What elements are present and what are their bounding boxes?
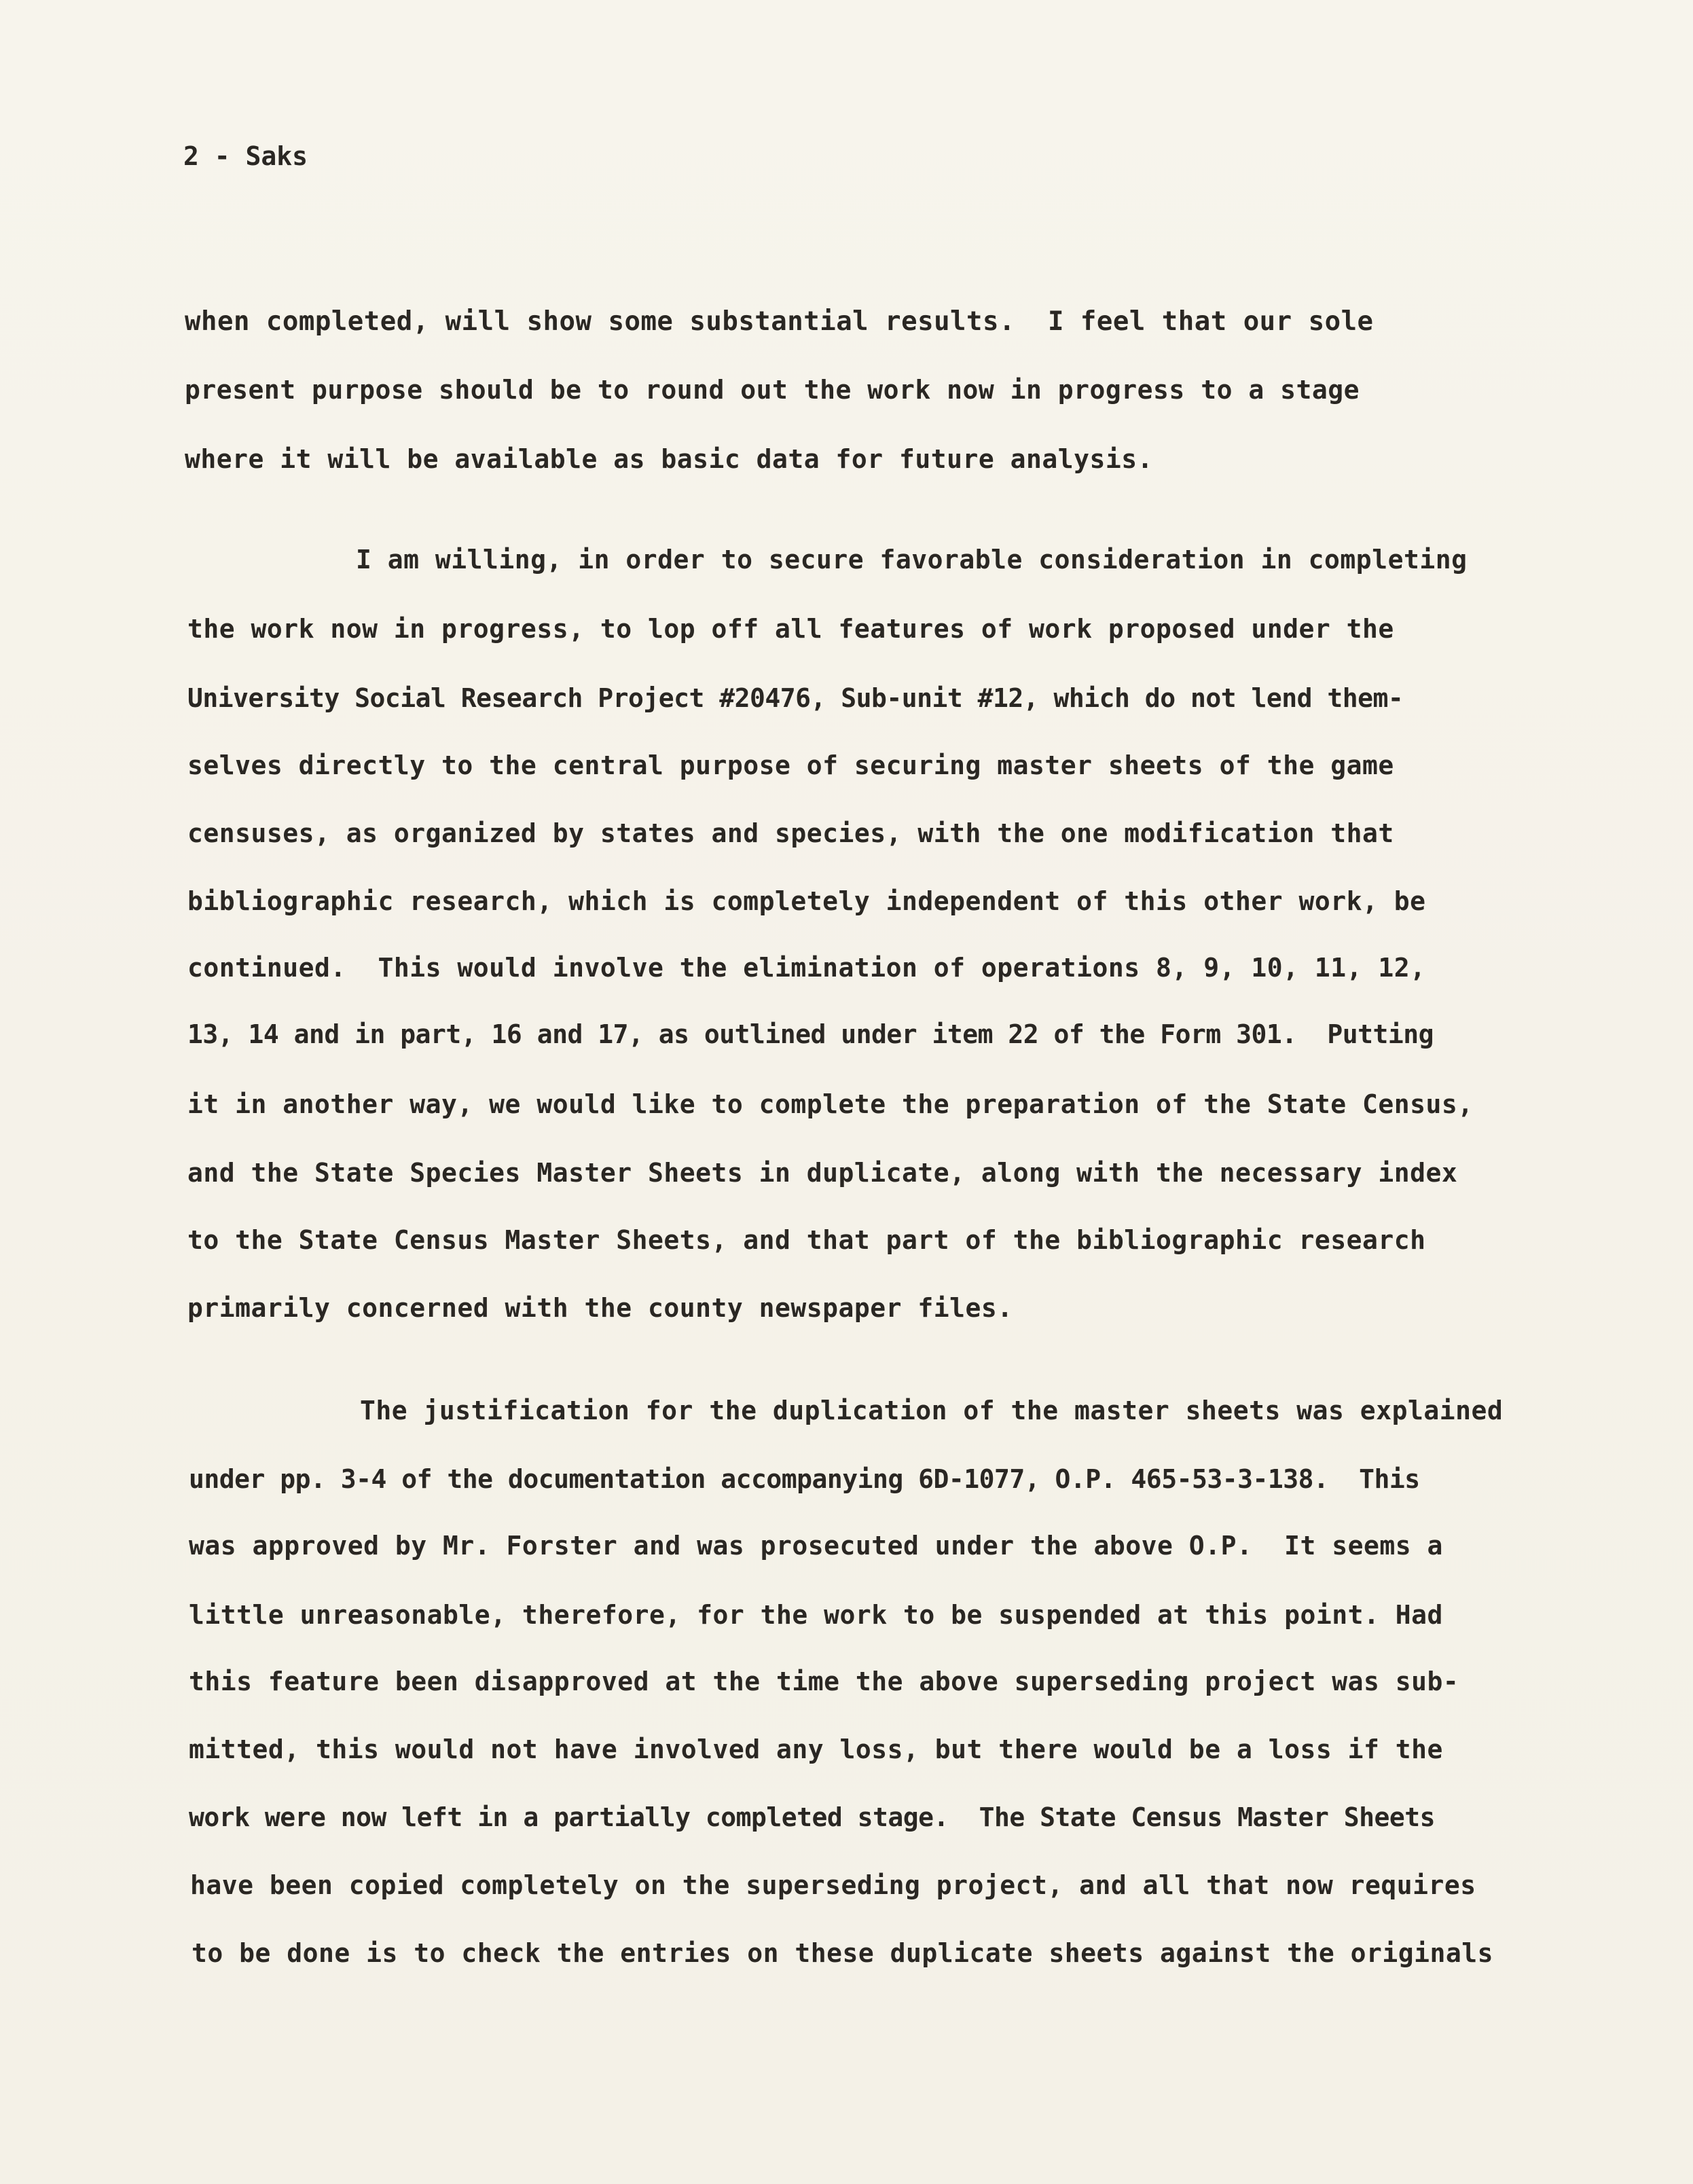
- text-line: have been copied completely on the superseding project, and all that now requires: [190, 1870, 1476, 1900]
- text-line: The justification for the duplication of the master sheets was explained: [360, 1396, 1504, 1425]
- text-line: present purpose should be to round out the work now in progress to a stage: [185, 375, 1360, 405]
- text-line: under pp. 3-4 of the documentation accompanying 6D-1077, O.P. 465-53-3-138. This: [189, 1464, 1420, 1494]
- text-line: bibliographic research, which is completely independent of this other work, be: [187, 886, 1426, 916]
- text-line: where it will be available as basic data for future analysis.: [185, 444, 1154, 474]
- text-line: 13, 14 and in part, 16 and 17, as outlined under item 22 of the Form 301. Putting: [187, 1019, 1434, 1049]
- text-line: work were now left in a partially completed stage. The State Census Master Sheets: [189, 1802, 1435, 1832]
- text-line: and the State Species Master Sheets in duplicate, along with the necessary index: [187, 1158, 1458, 1188]
- text-line: continued. This would involve the elimination of operations 8, 9, 10, 11, 12,: [187, 953, 1426, 983]
- text-line: University Social Research Project #20476, Sub-unit #12, which do not lend them-: [187, 683, 1404, 713]
- text-line: selves directly to the central purpose of securing master sheets of the game: [187, 750, 1394, 780]
- text-line: when completed, will show some substantial results. I feel that our sole: [185, 306, 1374, 337]
- text-line: mitted, this would not have involved any loss, but there would be a loss if the: [189, 1734, 1443, 1764]
- text-line: little unreasonable, therefore, for the work to be suspended at this point. Had: [189, 1600, 1443, 1630]
- text-line: censuses, as organized by states and species, with the one modification that: [187, 818, 1394, 848]
- text-line: primarily concerned with the county newspaper files.: [187, 1293, 1013, 1323]
- page-header: 2 - Saks: [183, 141, 308, 171]
- text-line: was approved by Mr. Forster and was prosecuted under the above O.P. It seems a: [189, 1531, 1443, 1561]
- text-line: I am willing, in order to secure favorable consideration in completing: [356, 545, 1468, 575]
- text-line: to the State Census Master Sheets, and that part of the bibliographic research: [187, 1225, 1426, 1255]
- text-line: the work now in progress, to lop off all features of work proposed under the: [187, 614, 1394, 644]
- text-line: it in another way, we would like to complete the preparation of the State Census,: [187, 1089, 1474, 1119]
- text-line: this feature been disapproved at the time the above superseding project was sub-: [189, 1667, 1459, 1696]
- text-line: to be done is to check the entries on these duplicate sheets against the originals: [192, 1938, 1493, 1968]
